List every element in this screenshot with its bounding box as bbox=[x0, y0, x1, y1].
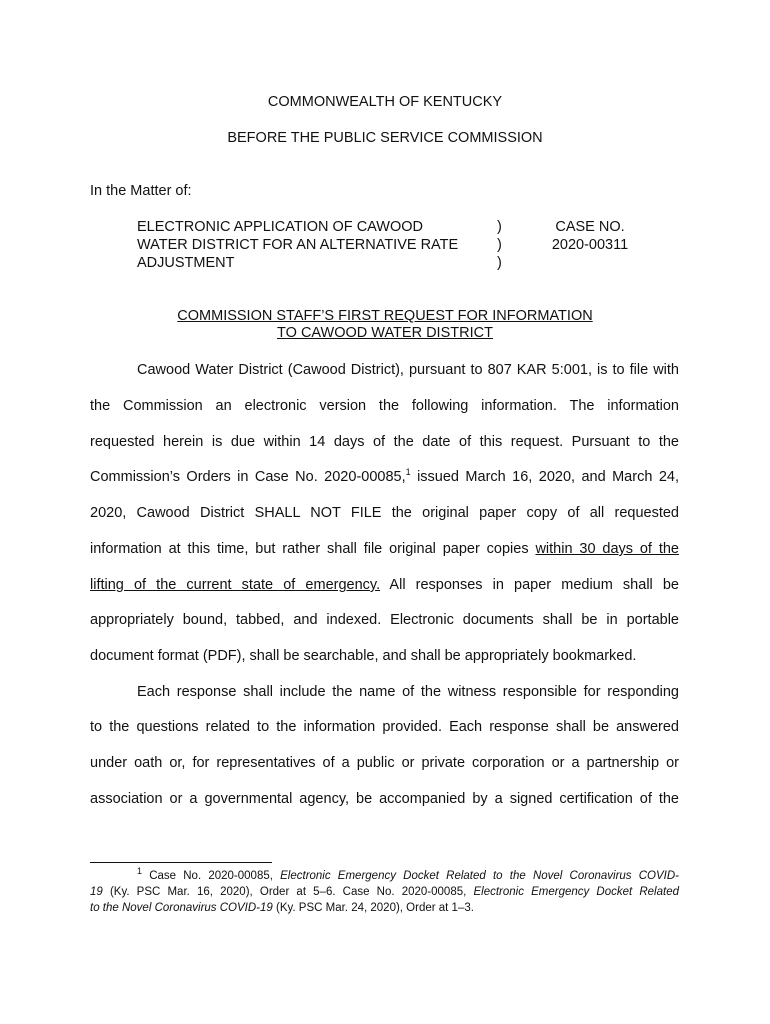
body-line: Cawood Water District (Cawood District), pursuant to 807 KAR 5:001, is to file with bbox=[137, 362, 679, 378]
caption-paren: ) bbox=[497, 219, 502, 235]
matter-intro: In the Matter of: bbox=[90, 183, 192, 199]
body-line: appropriately bound, tabbed, and indexed. Electronic documents shall be in portable bbox=[90, 612, 679, 628]
body-line bbox=[90, 577, 679, 593]
body-text: All responses in paper medium shall be bbox=[380, 577, 679, 593]
caption-line-2: WATER DISTRICT FOR AN ALTERNATIVE RATE bbox=[137, 237, 459, 253]
body-text: Commission’s Orders in Case No. 2020-00085, bbox=[90, 469, 406, 485]
footnote-reference: 1 bbox=[405, 467, 411, 478]
header-commonwealth: COMMONWEALTH OF KENTUCKY bbox=[267, 94, 503, 110]
footnote-line bbox=[90, 886, 679, 898]
underlined-text: within 30 days of the bbox=[535, 541, 679, 557]
body-line: document format (PDF), shall be searchable, and shall be appropriately bookmarked. bbox=[90, 648, 637, 664]
case-number: 2020-00311 bbox=[551, 237, 629, 253]
header-commission: BEFORE THE PUBLIC SERVICE COMMISSION bbox=[227, 130, 543, 146]
document-title-line-1: COMMISSION STAFF’S FIRST REQUEST FOR INFORMATION bbox=[177, 308, 593, 324]
footnote-marker: 1 bbox=[137, 866, 143, 877]
footnote-text: (Ky. PSC Mar. 24, 2020), Order at 1–3. bbox=[272, 902, 474, 914]
footnote-line bbox=[90, 902, 679, 914]
underlined-text: lifting of the current state of emergency. bbox=[90, 577, 381, 593]
footnote-italic: Electronic Emergency Docket Related to the Novel Coronavirus COVID- bbox=[280, 870, 679, 882]
document-title-line-2: TO CAWOOD WATER DISTRICT bbox=[277, 325, 493, 341]
body-text: issued March 16, 2020, and March 24, bbox=[410, 469, 679, 485]
footnote-line bbox=[137, 866, 679, 882]
caption-line-3: ADJUSTMENT bbox=[137, 255, 235, 271]
body-text: information at this time, but rather shall file original paper copies bbox=[90, 541, 536, 557]
footnote-italic: Electronic Emergency Docket Related bbox=[473, 886, 679, 898]
footnote-separator bbox=[90, 862, 272, 863]
body-line bbox=[90, 469, 679, 485]
footnote-text: Case No. 2020-00085, bbox=[142, 870, 281, 882]
caption-paren: ) bbox=[497, 237, 502, 253]
body-line: the Commission an electronic version the following information. The information bbox=[90, 398, 679, 414]
body-line: under oath or, for representatives of a public or private corporation or a partnership or bbox=[90, 755, 679, 771]
caption-line-1: ELECTRONIC APPLICATION OF CAWOOD bbox=[137, 219, 424, 235]
footnote-italic: 19 bbox=[90, 886, 103, 898]
body-line: to the questions related to the information provided. Each response shall be answered bbox=[90, 719, 679, 735]
case-label: CASE NO. bbox=[555, 219, 625, 235]
caption-paren: ) bbox=[497, 255, 502, 271]
footnote-text: (Ky. PSC Mar. 16, 2020), Order at 5–6. Case No. 2020-00085, bbox=[102, 886, 474, 898]
body-line: Each response shall include the name of the witness responsible for responding bbox=[137, 684, 679, 700]
footnote-italic: to the Novel Coronavirus COVID-19 bbox=[90, 902, 273, 914]
body-line bbox=[90, 541, 679, 557]
body-line: requested herein is due within 14 days of the date of this request. Pursuant to the bbox=[90, 434, 679, 450]
body-line: association or a governmental agency, be accompanied by a signed certification of the bbox=[90, 791, 679, 807]
body-line: 2020, Cawood District SHALL NOT FILE the original paper copy of all requested bbox=[90, 505, 679, 521]
